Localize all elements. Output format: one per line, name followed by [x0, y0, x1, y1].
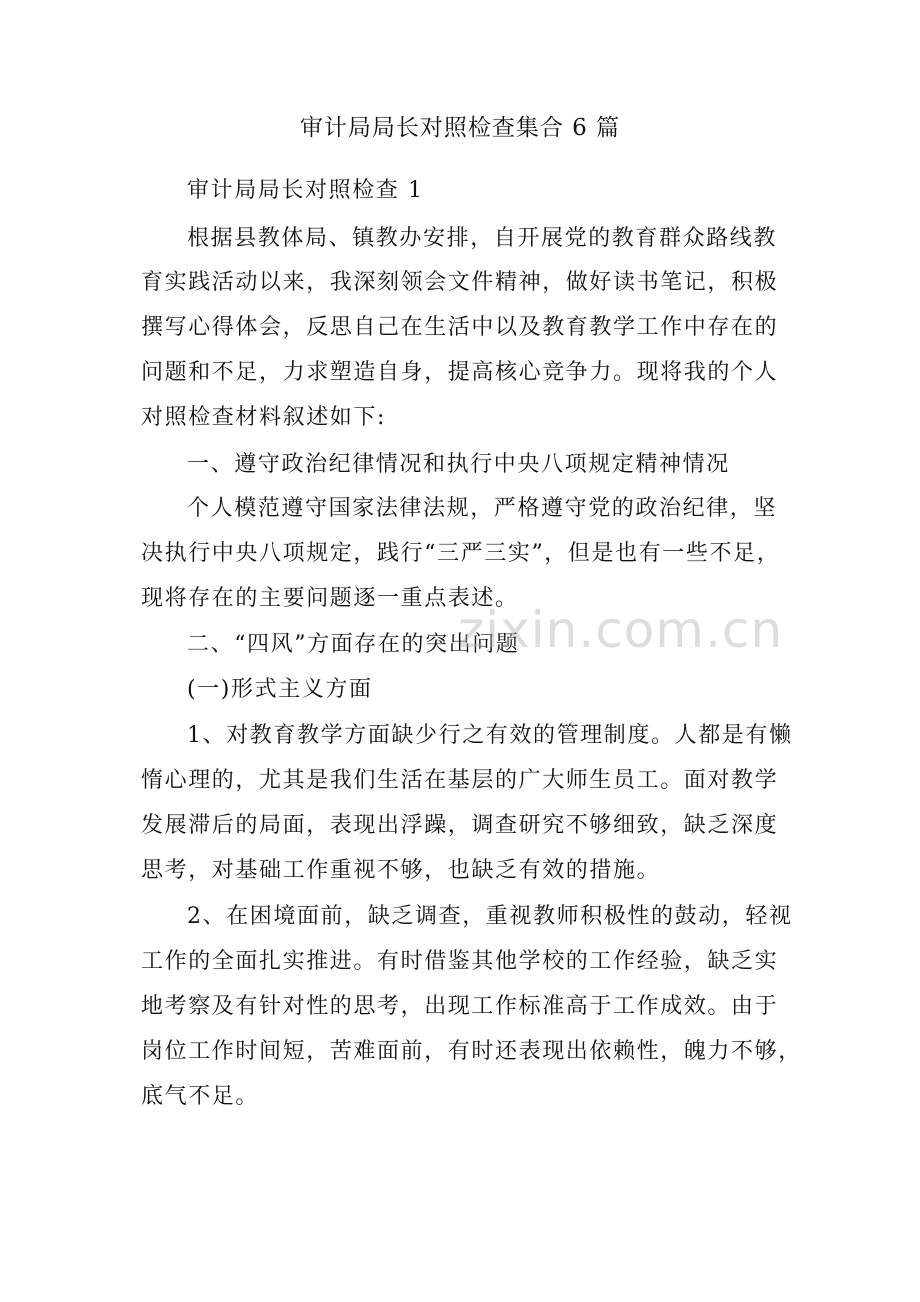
watermark-text: zixin.com.cn — [458, 601, 784, 659]
paragraph-line: 岗位工作时间短，苦难面前，有时还表现出依赖性，魄力不够， — [141, 1039, 802, 1064]
paragraph-line: 撰写心得体会，反思自己在生活中以及教育教学工作中存在的 — [141, 315, 779, 340]
paragraph-line: 问题和不足，力求塑造自身，提高核心竞争力。现将我的个人 — [141, 360, 779, 385]
paragraph-line: 1、对教育教学方面缺少行之有效的管理制度。人都是有懒 — [187, 723, 793, 748]
paragraph-line: 工作的全面扎实推进。有时借鉴其他学校的工作经验，缺乏实 — [141, 949, 779, 974]
paragraph-line: 现将存在的主要问题逐一重点表述。 — [141, 586, 519, 611]
paragraph-line: 惰心理的，尤其是我们生活在基层的广大师生员工。面对教学 — [141, 768, 779, 793]
paragraph-line: 决执行中央八项规定，践行“三严三实”，但是也有一些不足， — [141, 541, 781, 566]
paragraph-line: 发展滞后的局面，表现出浮躁，调查研究不够细致，缺乏深度 — [141, 813, 779, 838]
section-heading: 一、遵守政治纪律情况和执行中央八项规定精神情况 — [187, 452, 730, 477]
paragraph-line: 根据县教体局、镇教办安排，自开展党的教育群众路线教 — [187, 226, 778, 251]
paragraph-line: 育实践活动以来，我深刻领会文件精神，做好读书笔记，积极 — [141, 270, 779, 295]
paragraph-line: 对照检查材料叙述如下: — [141, 405, 387, 430]
subsection-heading: (一)形式主义方面 — [187, 677, 373, 702]
document-title: 审计局局长对照检查集合 6 篇 — [299, 115, 621, 141]
section-heading: 审计局局长对照检查 1 — [187, 178, 424, 203]
paragraph-line: 思考，对基础工作重视不够，也缺乏有效的措施。 — [141, 858, 661, 883]
paragraph-line: 地考察及有针对性的思考，出现工作标准高于工作成效。由于 — [141, 994, 779, 1019]
section-heading: 二、“四风”方面存在的突出问题 — [187, 632, 520, 657]
paragraph-line: 底气不足。 — [141, 1084, 260, 1109]
paragraph-line: 个人模范遵守国家法律法规，严格遵守党的政治纪律，坚 — [187, 496, 778, 521]
paragraph-line: 2、在困境面前，缺乏调查，重视教师积极性的鼓动，轻视 — [187, 904, 793, 929]
